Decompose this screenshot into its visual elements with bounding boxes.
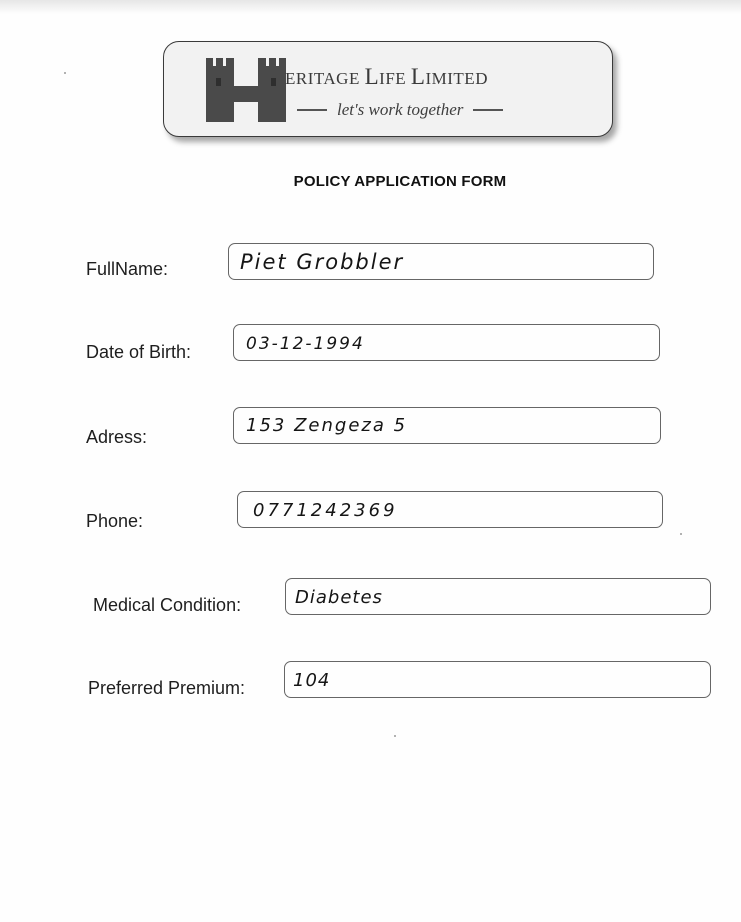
- address-value: 153 Zengeza 5: [246, 415, 408, 436]
- company-logo: [163, 41, 613, 137]
- company-name: ERITAGE LIFE LIMITED: [285, 64, 488, 89]
- preferred-premium-field[interactable]: [284, 661, 711, 698]
- scan-edge-shadow: [0, 0, 741, 14]
- phone-label: Phone:: [86, 511, 144, 531]
- medical-condition-label: Medical Condition:: [93, 595, 242, 615]
- company-tagline: let's work together: [297, 100, 503, 120]
- full-name-value: Piet Grobbler: [240, 250, 405, 274]
- date-of-birth-label: Date of Birth:: [86, 342, 192, 362]
- tagline-rule: [297, 109, 327, 111]
- form-title: POLICY APPLICATION FORM: [293, 173, 507, 190]
- address-label: Adress:: [86, 427, 148, 447]
- phone-value: 0771242369: [253, 500, 398, 521]
- tagline-rule: [473, 109, 503, 111]
- preferred-premium-label: Preferred Premium:: [88, 678, 246, 698]
- medical-condition-value: Diabetes: [295, 587, 383, 608]
- date-of-birth-value: 03-12-1994: [246, 334, 365, 354]
- scan-speck: [394, 735, 396, 737]
- castle-h-logo-icon: [204, 56, 288, 122]
- preferred-premium-value: 104: [293, 670, 331, 691]
- full-name-label: FullName:: [86, 259, 169, 279]
- scan-speck: [64, 72, 66, 74]
- scan-speck: [680, 533, 682, 535]
